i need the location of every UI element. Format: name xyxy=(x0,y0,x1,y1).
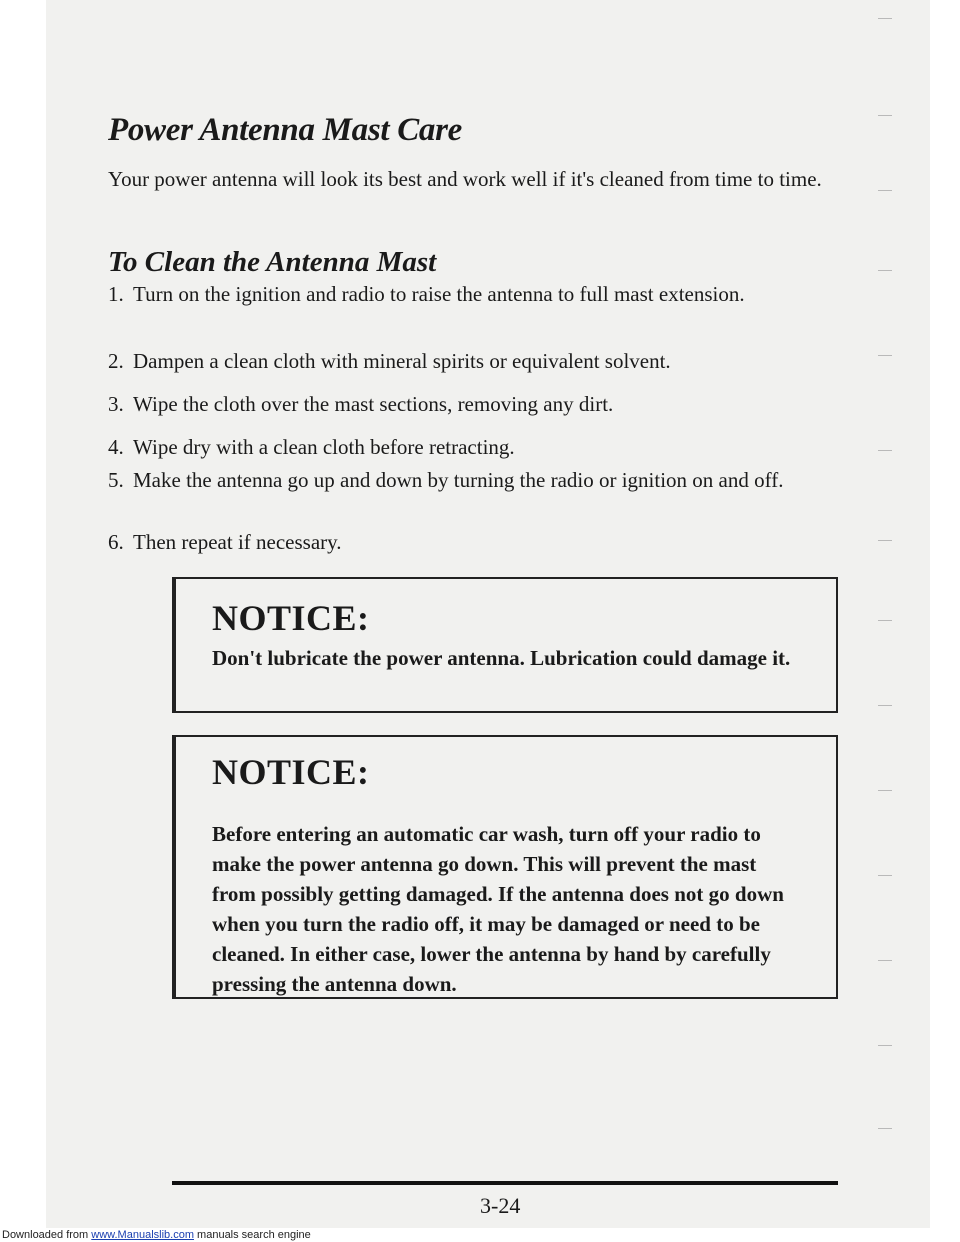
step-text: Dampen a clean cloth with mineral spirits or equivalent solvent. xyxy=(133,349,671,373)
notice-body: Before entering an automatic car wash, turn off your radio to make the power antenna go down. This will prevent the mast from possibly getting damaged. If the antenna does not go down when you turn the radio off, it may be damaged or need to be cleaned. In either case, lower the antenna by hand by carefully pressing the antenna down. xyxy=(212,822,784,996)
step-text: Then repeat if necessary. xyxy=(133,530,342,554)
download-suffix: manuals search engine xyxy=(197,1229,311,1241)
intro-paragraph: Your power antenna will look its best and work well if it's cleaned from time to time. xyxy=(108,167,822,191)
notice-box xyxy=(172,735,838,999)
section-title: Power Antenna Mast Care xyxy=(108,112,463,148)
step-item xyxy=(108,390,838,418)
step-text: Make the antenna go up and down by turning the radio or ignition on and off. xyxy=(133,468,784,492)
step-text: Wipe the cloth over the mast sections, removing any dirt. xyxy=(133,392,614,416)
margin-mark xyxy=(878,270,892,271)
step-item xyxy=(108,466,838,494)
step-number: 2. xyxy=(108,349,124,373)
step-number: 1. xyxy=(108,282,124,306)
margin-mark xyxy=(878,790,892,791)
margin-mark xyxy=(878,355,892,356)
step-item xyxy=(108,528,838,556)
step-number: 5. xyxy=(108,468,124,492)
step-number: 3. xyxy=(108,392,124,416)
notice-title: NOTICE: xyxy=(212,752,370,792)
notice-title: NOTICE: xyxy=(212,598,370,638)
notice-border-accent xyxy=(172,735,176,999)
manualslib-link[interactable]: www.Manualslib.com xyxy=(91,1229,194,1241)
margin-mark xyxy=(878,115,892,116)
step-text: Wipe dry with a clean cloth before retracting. xyxy=(133,435,515,459)
margin-mark xyxy=(878,960,892,961)
margin-mark xyxy=(878,875,892,876)
download-prefix: Downloaded from xyxy=(2,1229,89,1241)
step-item xyxy=(108,280,838,308)
notice-box xyxy=(172,577,838,713)
notice-body: Don't lubricate the power antenna. Lubrication could damage it. xyxy=(212,646,791,670)
step-item xyxy=(108,347,838,375)
step-number: 4. xyxy=(108,435,124,459)
margin-mark xyxy=(878,620,892,621)
margin-mark xyxy=(878,705,892,706)
margin-mark xyxy=(878,18,892,19)
margin-mark xyxy=(878,1128,892,1129)
footer-rule xyxy=(172,1181,838,1185)
scan-margin-marks xyxy=(878,0,908,1242)
margin-mark xyxy=(878,450,892,451)
download-attribution xyxy=(0,1228,960,1242)
step-text: Turn on the ignition and radio to raise the antenna to full mast extension. xyxy=(133,282,745,306)
subsection-title: To Clean the Antenna Mast xyxy=(108,246,437,278)
step-item xyxy=(108,433,838,461)
step-number: 6. xyxy=(108,530,124,554)
margin-mark xyxy=(878,1045,892,1046)
page-number: 3-24 xyxy=(480,1193,521,1218)
margin-mark xyxy=(878,540,892,541)
margin-mark xyxy=(878,190,892,191)
notice-border-accent xyxy=(172,577,176,713)
